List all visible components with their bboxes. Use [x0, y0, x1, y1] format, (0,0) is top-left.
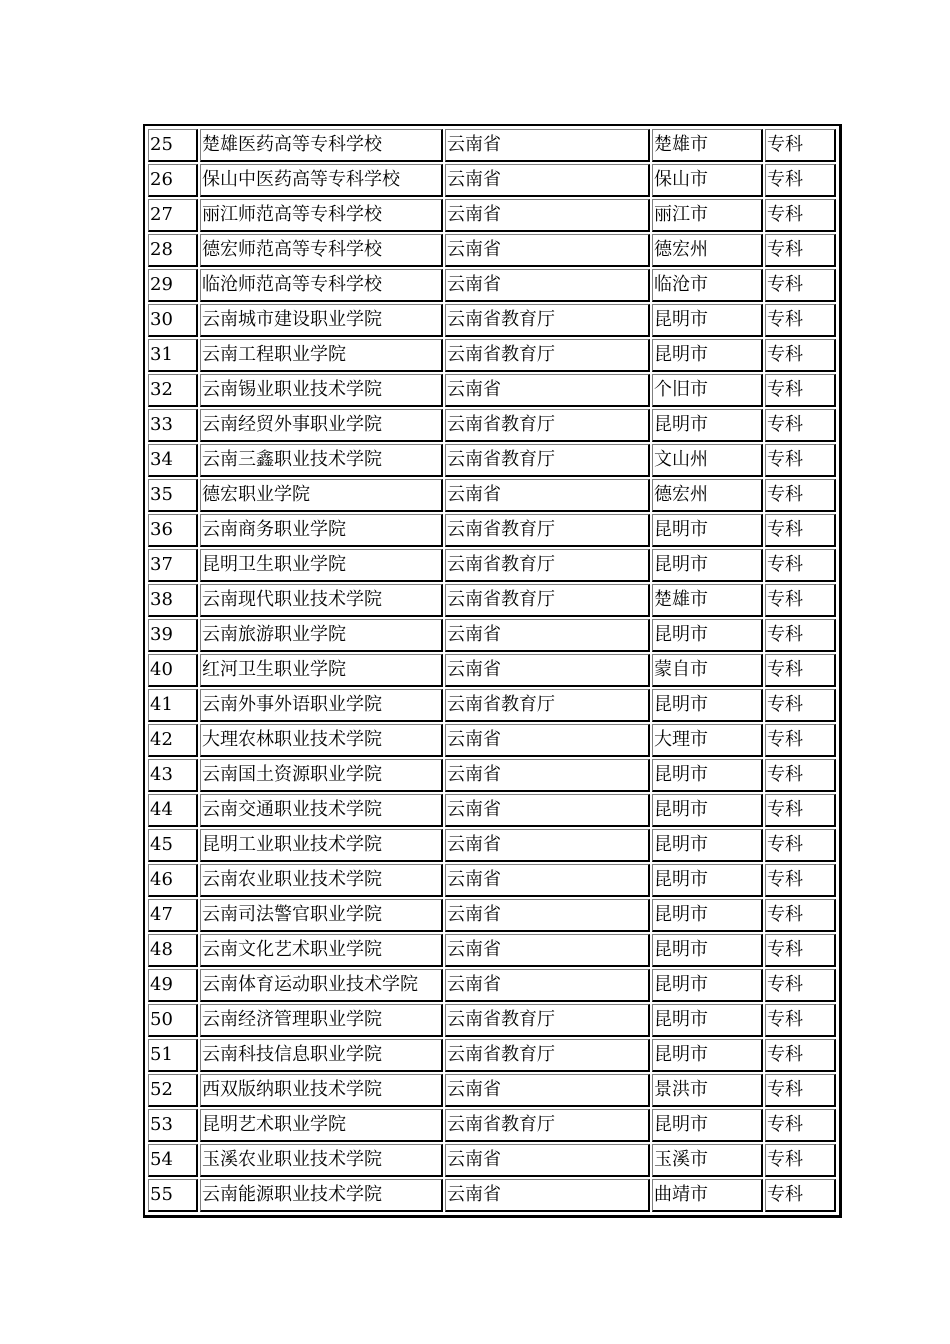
city-cell: 玉溪市	[652, 1144, 763, 1177]
school-name-cell: 云南外事外语职业学院	[200, 689, 443, 722]
level-cell: 专科	[765, 654, 836, 687]
row-number-cell: 50	[148, 1004, 198, 1037]
level-cell: 专科	[765, 934, 836, 967]
city-cell: 景洪市	[652, 1074, 763, 1107]
college-table-frame	[143, 124, 842, 1218]
department-cell: 云南省教育厅	[445, 409, 650, 442]
city-cell: 保山市	[652, 164, 763, 197]
city-cell: 临沧市	[652, 269, 763, 302]
level-cell: 专科	[765, 864, 836, 897]
row-number-cell: 44	[148, 794, 198, 827]
department-cell: 云南省	[445, 934, 650, 967]
level-cell: 专科	[765, 409, 836, 442]
row-number-cell: 30	[148, 304, 198, 337]
department-cell: 云南省	[445, 619, 650, 652]
table-row	[148, 864, 836, 897]
department-cell: 云南省	[445, 1074, 650, 1107]
city-cell: 昆明市	[652, 689, 763, 722]
school-name-cell: 云南国土资源职业学院	[200, 759, 443, 792]
city-cell: 德宏州	[652, 479, 763, 512]
school-name-cell: 云南交通职业技术学院	[200, 794, 443, 827]
row-number-cell: 45	[148, 829, 198, 862]
table-row	[148, 654, 836, 687]
department-cell: 云南省教育厅	[445, 689, 650, 722]
row-number-cell: 36	[148, 514, 198, 547]
level-cell: 专科	[765, 234, 836, 267]
row-number-cell: 48	[148, 934, 198, 967]
department-cell: 云南省	[445, 899, 650, 932]
school-name-cell: 临沧师范高等专科学校	[200, 269, 443, 302]
row-number-cell: 28	[148, 234, 198, 267]
table-row	[148, 514, 836, 547]
row-number-cell: 52	[148, 1074, 198, 1107]
level-cell: 专科	[765, 829, 836, 862]
table-row	[148, 899, 836, 932]
level-cell: 专科	[765, 199, 836, 232]
row-number-cell: 29	[148, 269, 198, 302]
level-cell: 专科	[765, 724, 836, 757]
city-cell: 大理市	[652, 724, 763, 757]
city-cell: 昆明市	[652, 1109, 763, 1142]
department-cell: 云南省	[445, 794, 650, 827]
row-number-cell: 46	[148, 864, 198, 897]
department-cell: 云南省	[445, 199, 650, 232]
level-cell: 专科	[765, 584, 836, 617]
school-name-cell: 云南能源职业技术学院	[200, 1179, 443, 1212]
table-row	[148, 1039, 836, 1072]
row-number-cell: 35	[148, 479, 198, 512]
table-row	[148, 234, 836, 267]
row-number-cell: 42	[148, 724, 198, 757]
city-cell: 昆明市	[652, 969, 763, 1002]
department-cell: 云南省	[445, 1179, 650, 1212]
level-cell: 专科	[765, 374, 836, 407]
row-number-cell: 51	[148, 1039, 198, 1072]
row-number-cell: 32	[148, 374, 198, 407]
department-cell: 云南省	[445, 164, 650, 197]
department-cell: 云南省教育厅	[445, 339, 650, 372]
school-name-cell: 云南司法警官职业学院	[200, 899, 443, 932]
level-cell: 专科	[765, 1109, 836, 1142]
city-cell: 昆明市	[652, 759, 763, 792]
city-cell: 个旧市	[652, 374, 763, 407]
level-cell: 专科	[765, 794, 836, 827]
level-cell: 专科	[765, 1179, 836, 1212]
school-name-cell: 红河卫生职业学院	[200, 654, 443, 687]
row-number-cell: 39	[148, 619, 198, 652]
level-cell: 专科	[765, 444, 836, 477]
city-cell: 昆明市	[652, 1004, 763, 1037]
school-name-cell: 昆明工业职业技术学院	[200, 829, 443, 862]
level-cell: 专科	[765, 164, 836, 197]
table-row	[148, 479, 836, 512]
school-name-cell: 云南体育运动职业技术学院	[200, 969, 443, 1002]
school-name-cell: 大理农林职业技术学院	[200, 724, 443, 757]
table-row	[148, 1074, 836, 1107]
city-cell: 昆明市	[652, 864, 763, 897]
table-row	[148, 269, 836, 302]
department-cell: 云南省教育厅	[445, 304, 650, 337]
row-number-cell: 53	[148, 1109, 198, 1142]
department-cell: 云南省	[445, 374, 650, 407]
level-cell: 专科	[765, 1039, 836, 1072]
department-cell: 云南省教育厅	[445, 444, 650, 477]
table-row	[148, 409, 836, 442]
college-table-body	[148, 129, 836, 1212]
school-name-cell: 玉溪农业职业技术学院	[200, 1144, 443, 1177]
level-cell: 专科	[765, 689, 836, 722]
department-cell: 云南省	[445, 1144, 650, 1177]
department-cell: 云南省	[445, 479, 650, 512]
city-cell: 昆明市	[652, 619, 763, 652]
table-row	[148, 689, 836, 722]
city-cell: 昆明市	[652, 304, 763, 337]
college-table	[146, 127, 838, 1214]
school-name-cell: 昆明艺术职业学院	[200, 1109, 443, 1142]
table-row	[148, 619, 836, 652]
row-number-cell: 49	[148, 969, 198, 1002]
table-row	[148, 444, 836, 477]
table-row	[148, 199, 836, 232]
row-number-cell: 27	[148, 199, 198, 232]
table-row	[148, 1144, 836, 1177]
city-cell: 蒙自市	[652, 654, 763, 687]
level-cell: 专科	[765, 899, 836, 932]
department-cell: 云南省教育厅	[445, 514, 650, 547]
school-name-cell: 保山中医药高等专科学校	[200, 164, 443, 197]
row-number-cell: 34	[148, 444, 198, 477]
school-name-cell: 云南旅游职业学院	[200, 619, 443, 652]
table-row	[148, 339, 836, 372]
row-number-cell: 26	[148, 164, 198, 197]
department-cell: 云南省	[445, 759, 650, 792]
department-cell: 云南省	[445, 234, 650, 267]
school-name-cell: 西双版纳职业技术学院	[200, 1074, 443, 1107]
school-name-cell: 云南工程职业学院	[200, 339, 443, 372]
row-number-cell: 47	[148, 899, 198, 932]
school-name-cell: 云南城市建设职业学院	[200, 304, 443, 337]
school-name-cell: 云南文化艺术职业学院	[200, 934, 443, 967]
city-cell: 德宏州	[652, 234, 763, 267]
department-cell: 云南省教育厅	[445, 549, 650, 582]
row-number-cell: 31	[148, 339, 198, 372]
department-cell: 云南省	[445, 129, 650, 162]
table-row	[148, 1004, 836, 1037]
table-row	[148, 549, 836, 582]
table-row	[148, 829, 836, 862]
city-cell: 昆明市	[652, 339, 763, 372]
row-number-cell: 43	[148, 759, 198, 792]
row-number-cell: 37	[148, 549, 198, 582]
level-cell: 专科	[765, 129, 836, 162]
city-cell: 昆明市	[652, 829, 763, 862]
level-cell: 专科	[765, 549, 836, 582]
table-row	[148, 1109, 836, 1142]
level-cell: 专科	[765, 1074, 836, 1107]
city-cell: 昆明市	[652, 514, 763, 547]
level-cell: 专科	[765, 1144, 836, 1177]
table-row	[148, 724, 836, 757]
row-number-cell: 25	[148, 129, 198, 162]
table-row	[148, 794, 836, 827]
school-name-cell: 云南经贸外事职业学院	[200, 409, 443, 442]
department-cell: 云南省教育厅	[445, 1109, 650, 1142]
school-name-cell: 云南经济管理职业学院	[200, 1004, 443, 1037]
city-cell: 楚雄市	[652, 584, 763, 617]
school-name-cell: 云南商务职业学院	[200, 514, 443, 547]
department-cell: 云南省教育厅	[445, 584, 650, 617]
school-name-cell: 楚雄医药高等专科学校	[200, 129, 443, 162]
school-name-cell: 昆明卫生职业学院	[200, 549, 443, 582]
department-cell: 云南省	[445, 969, 650, 1002]
city-cell: 昆明市	[652, 409, 763, 442]
school-name-cell: 云南锡业职业技术学院	[200, 374, 443, 407]
table-row	[148, 584, 836, 617]
school-name-cell: 丽江师范高等专科学校	[200, 199, 443, 232]
row-number-cell: 33	[148, 409, 198, 442]
level-cell: 专科	[765, 969, 836, 1002]
city-cell: 昆明市	[652, 794, 763, 827]
city-cell: 文山州	[652, 444, 763, 477]
city-cell: 楚雄市	[652, 129, 763, 162]
table-row	[148, 969, 836, 1002]
department-cell: 云南省	[445, 829, 650, 862]
row-number-cell: 40	[148, 654, 198, 687]
level-cell: 专科	[765, 269, 836, 302]
city-cell: 丽江市	[652, 199, 763, 232]
row-number-cell: 54	[148, 1144, 198, 1177]
department-cell: 云南省	[445, 269, 650, 302]
department-cell: 云南省	[445, 864, 650, 897]
city-cell: 昆明市	[652, 899, 763, 932]
table-row	[148, 304, 836, 337]
table-row	[148, 934, 836, 967]
school-name-cell: 云南三鑫职业技术学院	[200, 444, 443, 477]
level-cell: 专科	[765, 339, 836, 372]
level-cell: 专科	[765, 514, 836, 547]
school-name-cell: 德宏师范高等专科学校	[200, 234, 443, 267]
department-cell: 云南省	[445, 724, 650, 757]
department-cell: 云南省教育厅	[445, 1004, 650, 1037]
table-row	[148, 1179, 836, 1212]
level-cell: 专科	[765, 759, 836, 792]
table-row	[148, 759, 836, 792]
school-name-cell: 云南现代职业技术学院	[200, 584, 443, 617]
department-cell: 云南省	[445, 654, 650, 687]
table-row	[148, 374, 836, 407]
level-cell: 专科	[765, 304, 836, 337]
row-number-cell: 41	[148, 689, 198, 722]
row-number-cell: 55	[148, 1179, 198, 1212]
city-cell: 昆明市	[652, 549, 763, 582]
city-cell: 曲靖市	[652, 1179, 763, 1212]
table-row	[148, 164, 836, 197]
level-cell: 专科	[765, 619, 836, 652]
department-cell: 云南省教育厅	[445, 1039, 650, 1072]
row-number-cell: 38	[148, 584, 198, 617]
school-name-cell: 云南科技信息职业学院	[200, 1039, 443, 1072]
school-name-cell: 云南农业职业技术学院	[200, 864, 443, 897]
city-cell: 昆明市	[652, 934, 763, 967]
level-cell: 专科	[765, 479, 836, 512]
school-name-cell: 德宏职业学院	[200, 479, 443, 512]
table-row	[148, 129, 836, 162]
city-cell: 昆明市	[652, 1039, 763, 1072]
level-cell: 专科	[765, 1004, 836, 1037]
